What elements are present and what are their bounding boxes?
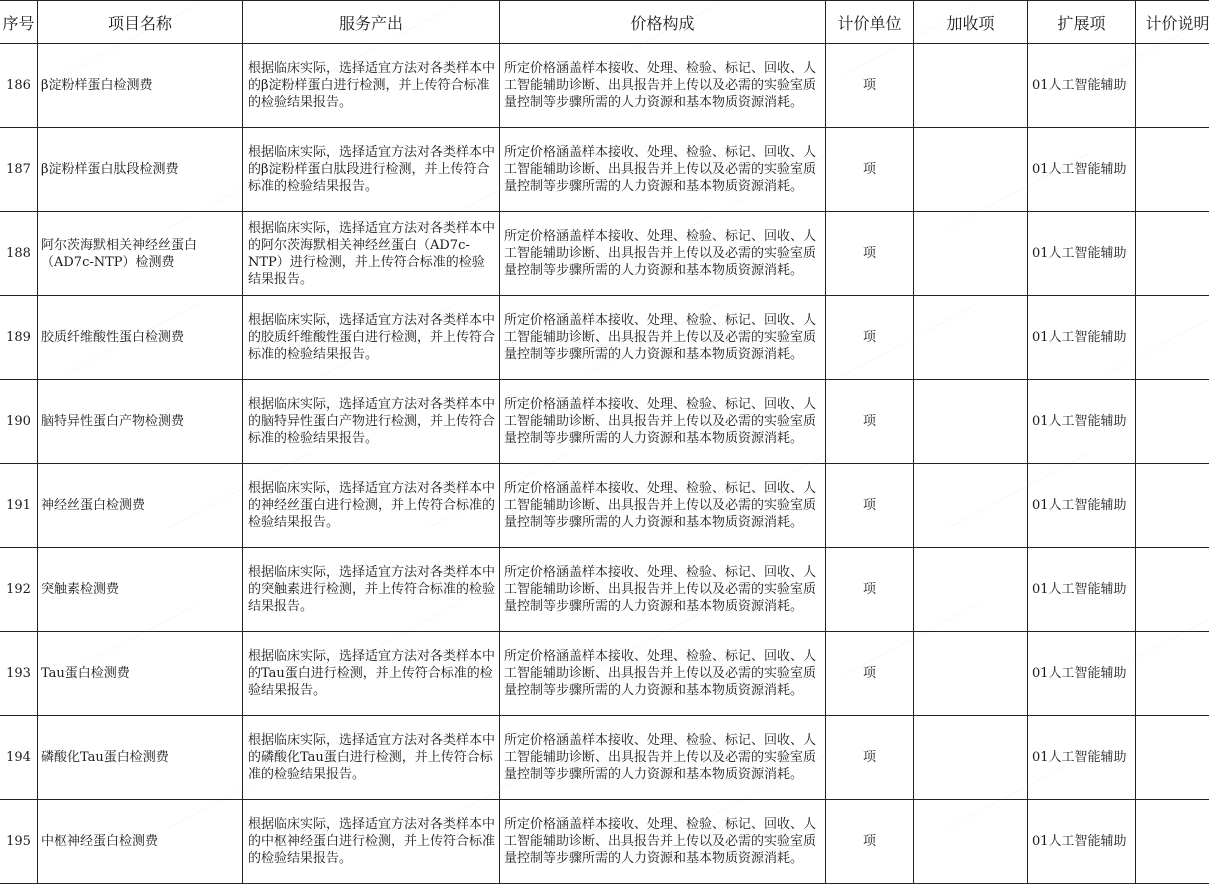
cell-unit: 项 bbox=[826, 44, 914, 128]
cell-note bbox=[1136, 800, 1209, 884]
cell-note bbox=[1136, 548, 1209, 632]
table-row bbox=[0, 800, 1209, 884]
cell-price: 所定价格涵盖样本接收、处理、检验、标记、回收、人工智能辅助诊断、出具报告并上传以及必需的实验室质量控制等步骤所需的人力资源和基本物质资源消耗。 bbox=[500, 44, 826, 128]
cell-unit: 项 bbox=[826, 464, 914, 548]
table-row bbox=[0, 128, 1209, 212]
header-unit: 计价单位 bbox=[826, 1, 914, 44]
cell-unit: 项 bbox=[826, 716, 914, 800]
cell-addon bbox=[914, 716, 1028, 800]
cell-unit: 项 bbox=[826, 548, 914, 632]
cell-note bbox=[1136, 128, 1209, 212]
cell-name: β淀粉样蛋白肽段检测费 bbox=[38, 128, 243, 212]
cell-name: 神经丝蛋白检测费 bbox=[38, 464, 243, 548]
cell-note bbox=[1136, 632, 1209, 716]
cell-unit: 项 bbox=[826, 296, 914, 380]
table-row bbox=[0, 380, 1209, 464]
cell-seq: 194 bbox=[0, 716, 38, 800]
cell-seq: 187 bbox=[0, 128, 38, 212]
cell-price: 所定价格涵盖样本接收、处理、检验、标记、回收、人工智能辅助诊断、出具报告并上传以及必需的实验室质量控制等步骤所需的人力资源和基本物质资源消耗。 bbox=[500, 128, 826, 212]
table-row bbox=[0, 632, 1209, 716]
table-row bbox=[0, 548, 1209, 632]
cell-addon bbox=[914, 380, 1028, 464]
cell-addon bbox=[914, 212, 1028, 296]
cell-addon bbox=[914, 632, 1028, 716]
cell-name: 突触素检测费 bbox=[38, 548, 243, 632]
cell-ext: 01人工智能辅助 bbox=[1028, 380, 1136, 464]
cell-price: 所定价格涵盖样本接收、处理、检验、标记、回收、人工智能辅助诊断、出具报告并上传以及必需的实验室质量控制等步骤所需的人力资源和基本物质资源消耗。 bbox=[500, 464, 826, 548]
cell-ext: 01人工智能辅助 bbox=[1028, 128, 1136, 212]
cell-addon bbox=[914, 296, 1028, 380]
cell-price: 所定价格涵盖样本接收、处理、检验、标记、回收、人工智能辅助诊断、出具报告并上传以及必需的实验室质量控制等步骤所需的人力资源和基本物质资源消耗。 bbox=[500, 296, 826, 380]
cell-seq: 191 bbox=[0, 464, 38, 548]
cell-output: 根据临床实际，选择适宜方法对各类样本中的磷酸化Tau蛋白进行检测，并上传符合标准的检验结果报告。 bbox=[243, 716, 500, 800]
cell-output: 根据临床实际，选择适宜方法对各类样本中的突触素进行检测，并上传符合标准的检验结果报告。 bbox=[243, 548, 500, 632]
table-row bbox=[0, 716, 1209, 800]
cell-unit: 项 bbox=[826, 128, 914, 212]
cell-seq: 195 bbox=[0, 800, 38, 884]
table-header bbox=[0, 1, 1209, 44]
cell-price: 所定价格涵盖样本接收、处理、检验、标记、回收、人工智能辅助诊断、出具报告并上传以及必需的实验室质量控制等步骤所需的人力资源和基本物质资源消耗。 bbox=[500, 548, 826, 632]
cell-price: 所定价格涵盖样本接收、处理、检验、标记、回收、人工智能辅助诊断、出具报告并上传以及必需的实验室质量控制等步骤所需的人力资源和基本物质资源消耗。 bbox=[500, 380, 826, 464]
header-name: 项目名称 bbox=[38, 1, 243, 44]
cell-output: 根据临床实际，选择适宜方法对各类样本中的Tau蛋白进行检测，并上传符合标准的检验结果报告。 bbox=[243, 632, 500, 716]
table-body bbox=[0, 44, 1209, 884]
cell-ext: 01人工智能辅助 bbox=[1028, 716, 1136, 800]
cell-output: 根据临床实际，选择适宜方法对各类样本中的中枢神经蛋白进行检测，并上传符合标准的检验结果报告。 bbox=[243, 800, 500, 884]
cell-addon bbox=[914, 800, 1028, 884]
cell-note bbox=[1136, 296, 1209, 380]
cell-addon bbox=[914, 464, 1028, 548]
cell-price: 所定价格涵盖样本接收、处理、检验、标记、回收、人工智能辅助诊断、出具报告并上传以及必需的实验室质量控制等步骤所需的人力资源和基本物质资源消耗。 bbox=[500, 212, 826, 296]
cell-price: 所定价格涵盖样本接收、处理、检验、标记、回收、人工智能辅助诊断、出具报告并上传以及必需的实验室质量控制等步骤所需的人力资源和基本物质资源消耗。 bbox=[500, 800, 826, 884]
cell-seq: 190 bbox=[0, 380, 38, 464]
cell-note bbox=[1136, 464, 1209, 548]
cell-seq: 193 bbox=[0, 632, 38, 716]
cell-seq: 189 bbox=[0, 296, 38, 380]
header-note: 计价说明 bbox=[1136, 1, 1209, 44]
cell-note bbox=[1136, 44, 1209, 128]
cell-ext: 01人工智能辅助 bbox=[1028, 464, 1136, 548]
cell-seq: 192 bbox=[0, 548, 38, 632]
cell-output: 根据临床实际，选择适宜方法对各类样本中的脑特异性蛋白产物进行检测，并上传符合标准的检验结果报告。 bbox=[243, 380, 500, 464]
cell-addon bbox=[914, 548, 1028, 632]
cell-unit: 项 bbox=[826, 380, 914, 464]
cell-unit: 项 bbox=[826, 632, 914, 716]
cell-name: 阿尔茨海默相关神经丝蛋白（AD7c-NTP）检测费 bbox=[38, 212, 243, 296]
cell-name: 脑特异性蛋白产物检测费 bbox=[38, 380, 243, 464]
table-row bbox=[0, 464, 1209, 548]
header-addon: 加收项 bbox=[914, 1, 1028, 44]
cell-name: Tau蛋白检测费 bbox=[38, 632, 243, 716]
header-ext: 扩展项 bbox=[1028, 1, 1136, 44]
cell-ext: 01人工智能辅助 bbox=[1028, 44, 1136, 128]
cell-seq: 188 bbox=[0, 212, 38, 296]
table-row bbox=[0, 212, 1209, 296]
table-row bbox=[0, 44, 1209, 128]
cell-output: 根据临床实际，选择适宜方法对各类样本中的胶质纤维酸性蛋白进行检测，并上传符合标准的检验结果报告。 bbox=[243, 296, 500, 380]
cell-note bbox=[1136, 380, 1209, 464]
cell-output: 根据临床实际，选择适宜方法对各类样本中的β淀粉样蛋白进行检测，并上传符合标准的检验结果报告。 bbox=[243, 44, 500, 128]
cell-note bbox=[1136, 716, 1209, 800]
cell-ext: 01人工智能辅助 bbox=[1028, 212, 1136, 296]
cell-output: 根据临床实际，选择适宜方法对各类样本中的阿尔茨海默相关神经丝蛋白（AD7c-NTP）进行检测，并上传符合标准的检验结果报告。 bbox=[243, 212, 500, 296]
cell-addon bbox=[914, 44, 1028, 128]
cell-name: β淀粉样蛋白检测费 bbox=[38, 44, 243, 128]
cell-unit: 项 bbox=[826, 212, 914, 296]
cell-price: 所定价格涵盖样本接收、处理、检验、标记、回收、人工智能辅助诊断、出具报告并上传以及必需的实验室质量控制等步骤所需的人力资源和基本物质资源消耗。 bbox=[500, 716, 826, 800]
cell-note bbox=[1136, 212, 1209, 296]
cell-name: 磷酸化Tau蛋白检测费 bbox=[38, 716, 243, 800]
cell-seq: 186 bbox=[0, 44, 38, 128]
cell-output: 根据临床实际，选择适宜方法对各类样本中的β淀粉样蛋白肽段进行检测，并上传符合标准的检验结果报告。 bbox=[243, 128, 500, 212]
cell-ext: 01人工智能辅助 bbox=[1028, 548, 1136, 632]
header-price: 价格构成 bbox=[500, 1, 826, 44]
cell-addon bbox=[914, 128, 1028, 212]
cell-output: 根据临床实际，选择适宜方法对各类样本中的神经丝蛋白进行检测，并上传符合标准的检验结果报告。 bbox=[243, 464, 500, 548]
header-output: 服务产出 bbox=[243, 1, 500, 44]
header-seq: 序号 bbox=[0, 1, 38, 44]
cell-unit: 项 bbox=[826, 800, 914, 884]
cell-price: 所定价格涵盖样本接收、处理、检验、标记、回收、人工智能辅助诊断、出具报告并上传以及必需的实验室质量控制等步骤所需的人力资源和基本物质资源消耗。 bbox=[500, 632, 826, 716]
cell-name: 中枢神经蛋白检测费 bbox=[38, 800, 243, 884]
cell-name: 胶质纤维酸性蛋白检测费 bbox=[38, 296, 243, 380]
cell-ext: 01人工智能辅助 bbox=[1028, 800, 1136, 884]
cell-ext: 01人工智能辅助 bbox=[1028, 632, 1136, 716]
cell-ext: 01人工智能辅助 bbox=[1028, 296, 1136, 380]
table-row bbox=[0, 296, 1209, 380]
